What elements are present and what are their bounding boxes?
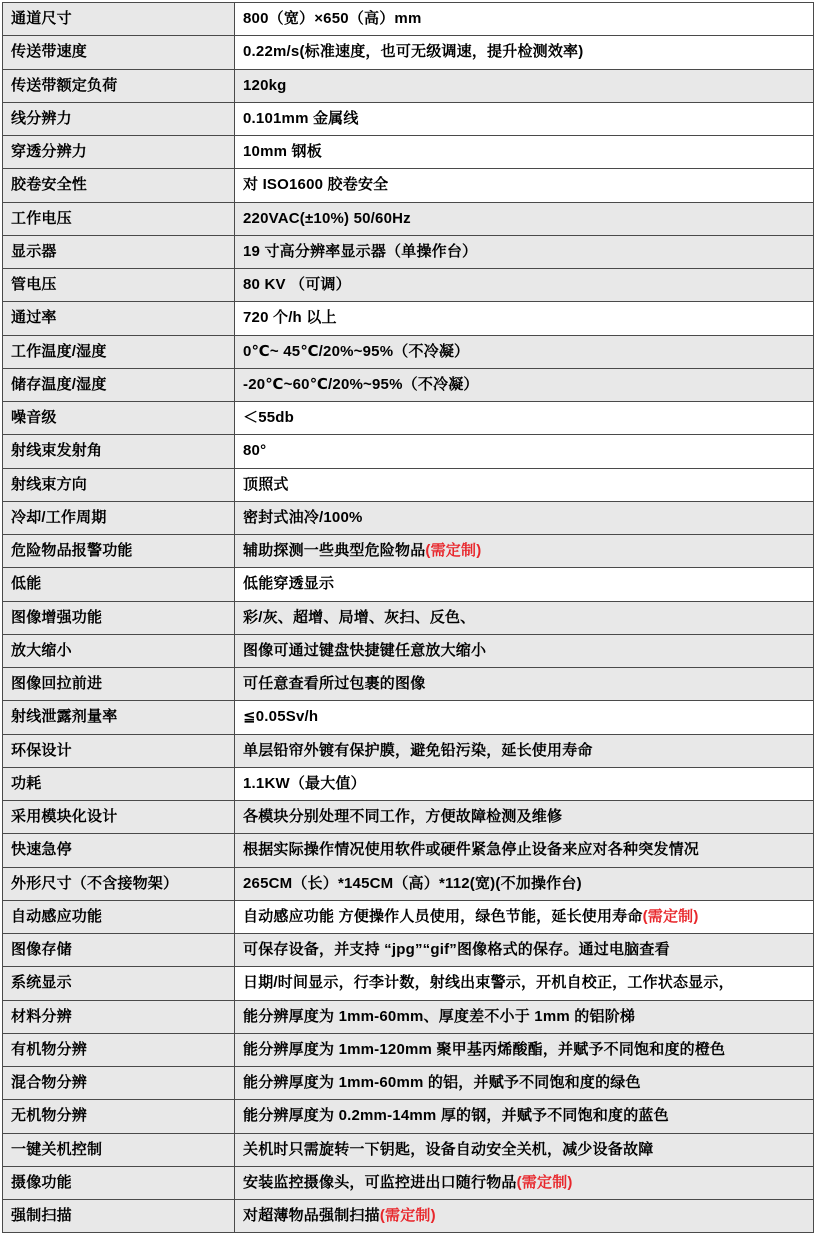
- spec-value-main: 0.22m/s(标准速度，也可无级调速，提升检测效率): [243, 43, 584, 61]
- spec-value-cell: [235, 1133, 814, 1166]
- table-row: [3, 302, 814, 335]
- spec-value-text: [243, 408, 805, 428]
- spec-value-main: 80°: [243, 442, 267, 460]
- spec-value-main: 关机时只需旋转一下钥匙，设备自动安全关机，减少设备故障: [243, 1140, 654, 1158]
- spec-value-note: (需定制): [642, 907, 699, 925]
- spec-value-main: ＜55db: [243, 409, 295, 426]
- spec-value-text: [243, 175, 805, 195]
- spec-value-cell: [235, 1000, 814, 1033]
- spec-value-text: [243, 508, 805, 528]
- spec-value-main: 辅助探测一些典型危险物品: [243, 542, 426, 559]
- spec-label-cell: 线分辨力: [3, 102, 235, 135]
- spec-value-text: [243, 275, 805, 295]
- spec-label-cell: 胶卷安全性: [3, 169, 235, 202]
- spec-value-text: [243, 608, 805, 628]
- spec-label-cell: 图像存储: [3, 934, 235, 967]
- spec-value-cell: [235, 535, 814, 568]
- spec-label-cell: 管电压: [3, 269, 235, 302]
- spec-value-cell: [235, 36, 814, 69]
- spec-value-text: [243, 907, 805, 927]
- spec-value-text: [243, 1007, 805, 1027]
- spec-label-cell: 危险物品报警功能: [3, 535, 235, 568]
- spec-label-cell: 强制扫描: [3, 1200, 235, 1233]
- spec-value-cell: [235, 900, 814, 933]
- spec-value-text: [243, 242, 805, 262]
- specifications-table: [2, 2, 814, 1233]
- spec-value-main: 19 寸高分辨率显示器（单操作台）: [243, 242, 478, 260]
- spec-value-text: [243, 342, 805, 362]
- spec-value-cell: [235, 934, 814, 967]
- spec-value-text: [243, 308, 805, 328]
- spec-value-main: 根据实际操作情况使用软件或硬件紧急停止设备来应对各种突发情况: [243, 841, 700, 859]
- spec-value-main: 对超薄物品强制扫描: [243, 1207, 380, 1224]
- spec-label-cell: 采用模块化设计: [3, 801, 235, 834]
- spec-value-text: [243, 674, 805, 694]
- spec-label-cell: 通道尺寸: [3, 3, 235, 36]
- spec-value-main: 日期/时间显示，行李计数，射线出束警示，开机自校正，工作状态显示，: [243, 974, 734, 992]
- table-row: [3, 335, 814, 368]
- spec-label-cell: 工作温度/湿度: [3, 335, 235, 368]
- spec-label-cell: 一键关机控制: [3, 1133, 235, 1166]
- table-row: [3, 435, 814, 468]
- spec-value-main: 对 ISO1600 胶卷安全: [243, 176, 389, 194]
- spec-value-text: [243, 774, 805, 794]
- spec-value-cell: [235, 3, 814, 36]
- spec-value-cell: [235, 368, 814, 401]
- spec-value-main: 220VAC(±10%) 50/60Hz: [243, 209, 411, 227]
- spec-value-main: 低能穿透显示: [243, 575, 335, 593]
- spec-value-text: [243, 940, 805, 960]
- spec-value-cell: [235, 1200, 814, 1233]
- spec-label-cell: 工作电压: [3, 202, 235, 235]
- spec-label-cell: 传送带额定负荷: [3, 69, 235, 102]
- spec-value-main: 能分辨厚度为 1mm-60mm 的铝，并赋予不同饱和度的绿色: [243, 1074, 641, 1091]
- table-row: [3, 402, 814, 435]
- spec-value-main: 80 KV （可调）: [243, 276, 351, 293]
- table-row: [3, 734, 814, 767]
- spec-label-cell: 快速急停: [3, 834, 235, 867]
- spec-label-cell: 射线泄露剂量率: [3, 701, 235, 734]
- table-row: [3, 102, 814, 135]
- spec-value-main: 265CM（长）*145CM（高）*112(宽)(不加操作台): [243, 874, 582, 892]
- spec-value-cell: [235, 269, 814, 302]
- spec-value-cell: [235, 668, 814, 701]
- spec-value-cell: [235, 1166, 814, 1199]
- spec-label-cell: 混合物分辨: [3, 1067, 235, 1100]
- spec-value-text: [243, 807, 805, 827]
- spec-label-cell: 外形尺寸（不含接物架）: [3, 867, 235, 900]
- spec-value-note: (需定制): [516, 1173, 573, 1191]
- spec-value-main: 单层铅帘外镀有保护膜，避免铅污染，延长使用寿命: [243, 741, 593, 759]
- spec-label-cell: 有机物分辨: [3, 1033, 235, 1066]
- table-row: [3, 535, 814, 568]
- spec-value-main: 自动感应功能 方便操作人员使用，绿色节能，延长使用寿命: [243, 907, 643, 925]
- spec-value-text: [243, 741, 805, 761]
- table-row: [3, 801, 814, 834]
- spec-value-text: [243, 109, 805, 129]
- table-row: [3, 634, 814, 667]
- spec-value-cell: [235, 468, 814, 501]
- table-row: [3, 235, 814, 268]
- spec-value-text: [243, 475, 805, 495]
- spec-value-note: (需定制): [425, 542, 482, 559]
- spec-value-cell: [235, 501, 814, 534]
- spec-value-text: [243, 707, 805, 727]
- table-row: [3, 900, 814, 933]
- spec-value-cell: [235, 335, 814, 368]
- spec-value-main: 能分辨厚度为 0.2mm-14mm 厚的钢，并赋予不同饱和度的蓝色: [243, 1107, 669, 1125]
- table-row: [3, 1067, 814, 1100]
- spec-value-text: [243, 574, 805, 594]
- spec-label-cell: 环保设计: [3, 734, 235, 767]
- spec-value-cell: [235, 834, 814, 867]
- spec-value-text: [243, 840, 805, 860]
- spec-value-text: [243, 42, 805, 62]
- spec-value-main: 各模块分别处理不同工作，方便故障检测及维修: [243, 808, 563, 825]
- table-row: [3, 934, 814, 967]
- spec-value-main: 能分辨厚度为 1mm-60mm、厚度差不小于 1mm 的铝阶梯: [243, 1007, 636, 1025]
- spec-label-cell: 射线束发射角: [3, 435, 235, 468]
- spec-label-cell: 通过率: [3, 302, 235, 335]
- spec-label-cell: 噪音级: [3, 402, 235, 435]
- table-row: [3, 1000, 814, 1033]
- spec-value-text: [243, 1140, 805, 1160]
- spec-value-cell: [235, 767, 814, 800]
- spec-value-main: 0.101mm 金属线: [243, 109, 359, 127]
- table-row: [3, 169, 814, 202]
- table-row: [3, 1200, 814, 1233]
- spec-value-text: [243, 209, 805, 229]
- table-row: [3, 601, 814, 634]
- table-row: [3, 368, 814, 401]
- spec-value-text: [243, 76, 805, 96]
- table-row: [3, 1166, 814, 1199]
- spec-label-cell: 自动感应功能: [3, 900, 235, 933]
- table-row: [3, 3, 814, 36]
- spec-value-cell: [235, 136, 814, 169]
- spec-label-cell: 图像增强功能: [3, 601, 235, 634]
- spec-label-cell: 冷却/工作周期: [3, 501, 235, 534]
- spec-value-text: [243, 9, 805, 29]
- spec-value-text: [243, 1040, 805, 1060]
- spec-label-cell: 功耗: [3, 767, 235, 800]
- spec-label-cell: 穿透分辨力: [3, 136, 235, 169]
- spec-value-main: ≦0.05Sv/h: [243, 708, 319, 726]
- spec-value-main: 可任意查看所过包裹的图像: [243, 675, 426, 692]
- spec-value-text: [243, 973, 805, 993]
- spec-value-cell: [235, 1067, 814, 1100]
- spec-value-main: 彩/灰、超增、局增、灰扫、反色、: [243, 608, 476, 626]
- spec-value-main: 能分辨厚度为 1mm-120mm 聚甲基丙烯酸酯，并赋予不同饱和度的橙色: [243, 1040, 726, 1058]
- spec-value-cell: [235, 102, 814, 135]
- spec-value-cell: [235, 435, 814, 468]
- spec-value-main: 800（宽）×650（高）mm: [243, 10, 422, 27]
- spec-value-text: [243, 541, 805, 561]
- spec-value-cell: [235, 202, 814, 235]
- table-row: [3, 501, 814, 534]
- spec-value-cell: [235, 967, 814, 1000]
- table-row: [3, 202, 814, 235]
- spec-value-main: 图像可通过键盘快捷键任意放大缩小: [243, 641, 487, 659]
- spec-label-cell: 低能: [3, 568, 235, 601]
- spec-value-main: 1.1KW（最大值）: [243, 774, 366, 792]
- spec-value-text: [243, 1073, 805, 1093]
- spec-value-cell: [235, 169, 814, 202]
- spec-value-text: [243, 874, 805, 894]
- table-row: [3, 1133, 814, 1166]
- spec-value-text: [243, 1173, 805, 1193]
- table-row: [3, 1033, 814, 1066]
- spec-value-cell: [235, 801, 814, 834]
- table-row: [3, 69, 814, 102]
- table-row: [3, 701, 814, 734]
- spec-value-cell: [235, 1100, 814, 1133]
- spec-value-main: 120kg: [243, 76, 287, 94]
- table-row: [3, 468, 814, 501]
- specifications-table-body: [3, 3, 814, 1233]
- table-row: [3, 834, 814, 867]
- spec-value-main: 可保存设备，并支持 “jpg”“gif”图像格式的保存。通过电脑查看: [243, 941, 670, 958]
- spec-value-main: 密封式油冷/100%: [243, 508, 363, 526]
- table-row: [3, 1100, 814, 1133]
- spec-value-main: -20℃~60℃/20%~95%（不冷凝）: [243, 375, 479, 393]
- spec-value-text: [243, 441, 805, 461]
- spec-value-cell: [235, 568, 814, 601]
- table-row: [3, 269, 814, 302]
- spec-value-main: 10mm 钢板: [243, 143, 322, 160]
- spec-label-cell: 储存温度/湿度: [3, 368, 235, 401]
- table-row: [3, 568, 814, 601]
- spec-value-text: [243, 142, 805, 162]
- spec-label-cell: 系统显示: [3, 967, 235, 1000]
- spec-value-main: 安装监控摄像头，可监控进出口随行物品: [243, 1173, 517, 1191]
- spec-label-cell: 射线束方向: [3, 468, 235, 501]
- spec-label-cell: 摄像功能: [3, 1166, 235, 1199]
- spec-value-text: [243, 375, 805, 395]
- spec-label-cell: 无机物分辨: [3, 1100, 235, 1133]
- spec-label-cell: 传送带速度: [3, 36, 235, 69]
- table-row: [3, 867, 814, 900]
- spec-value-cell: [235, 302, 814, 335]
- spec-value-cell: [235, 634, 814, 667]
- table-row: [3, 36, 814, 69]
- spec-value-text: [243, 1206, 805, 1226]
- spec-value-cell: [235, 235, 814, 268]
- spec-value-main: 0℃~ 45℃/20%~95%（不冷凝）: [243, 342, 470, 360]
- spec-value-main: 顶照式: [243, 475, 289, 493]
- spec-label-cell: 显示器: [3, 235, 235, 268]
- spec-value-cell: [235, 701, 814, 734]
- table-row: [3, 967, 814, 1000]
- spec-value-cell: [235, 601, 814, 634]
- spec-value-cell: [235, 402, 814, 435]
- table-row: [3, 767, 814, 800]
- spec-value-cell: [235, 69, 814, 102]
- spec-value-cell: [235, 867, 814, 900]
- spec-label-cell: 放大缩小: [3, 634, 235, 667]
- spec-value-text: [243, 641, 805, 661]
- table-row: [3, 136, 814, 169]
- spec-value-main: 720 个/h 以上: [243, 309, 337, 327]
- spec-label-cell: 图像回拉前进: [3, 668, 235, 701]
- spec-value-note: (需定制): [379, 1207, 436, 1224]
- spec-value-cell: [235, 734, 814, 767]
- table-row: [3, 668, 814, 701]
- spec-value-cell: [235, 1033, 814, 1066]
- spec-value-text: [243, 1106, 805, 1126]
- spec-label-cell: 材料分辨: [3, 1000, 235, 1033]
